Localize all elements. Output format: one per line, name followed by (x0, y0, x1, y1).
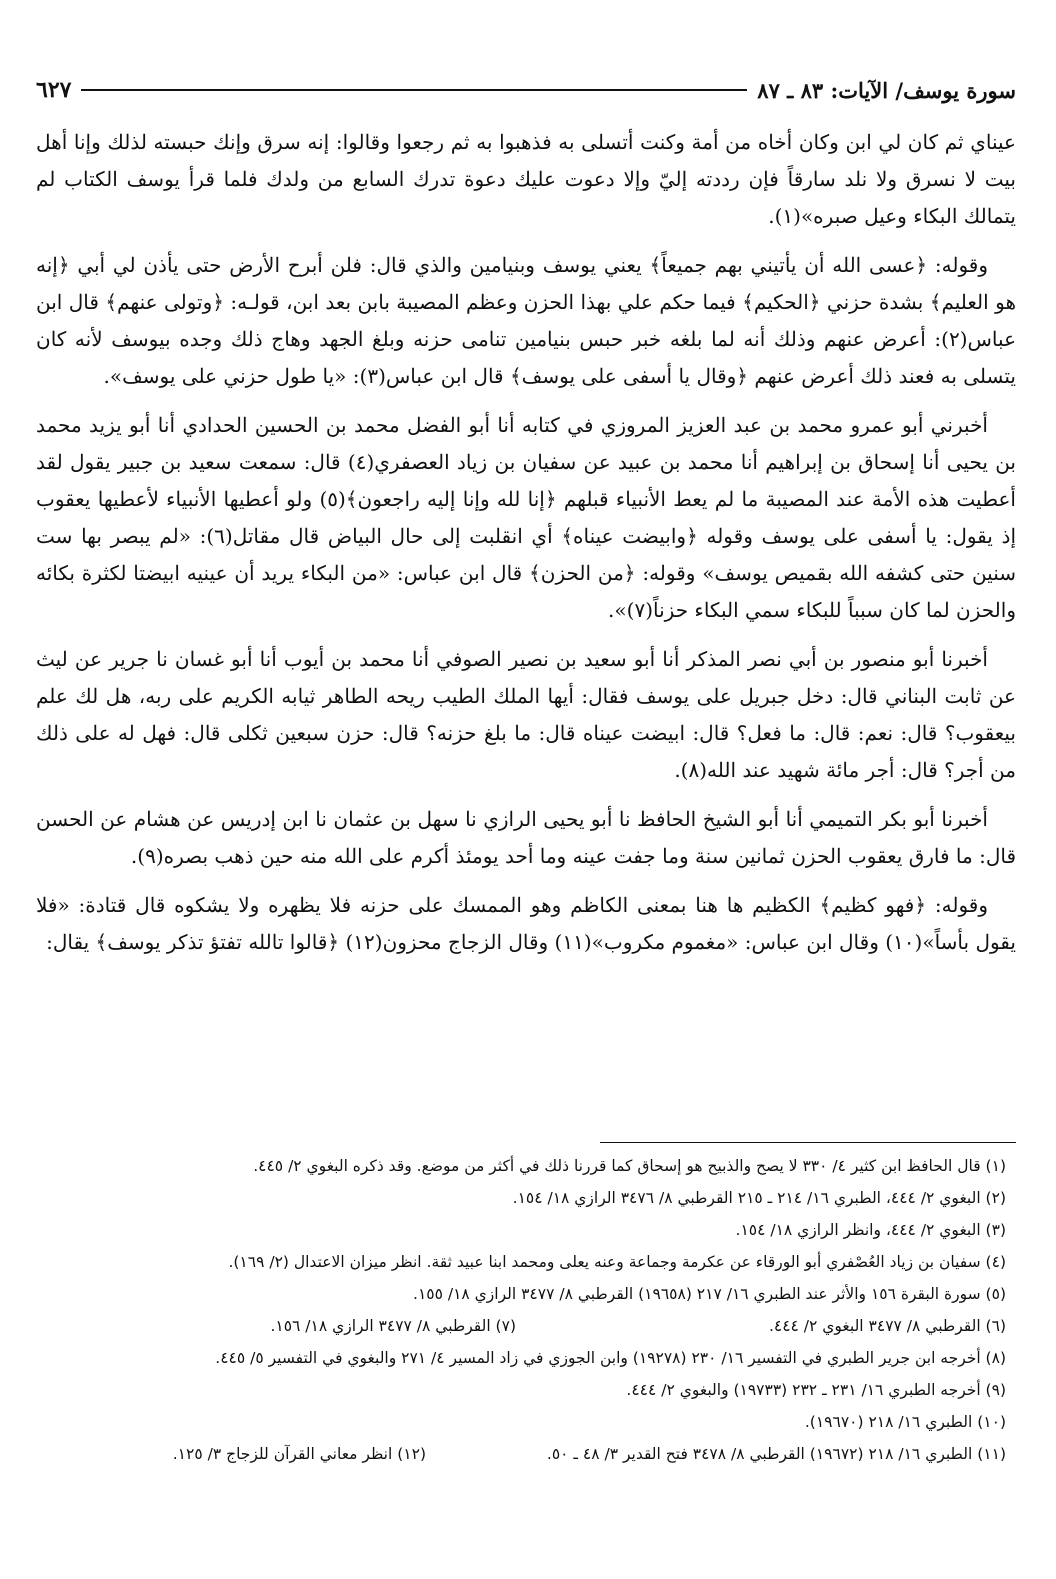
footnote-line (36, 1310, 1016, 1342)
footnote-line (36, 1438, 1016, 1470)
running-title: سورة يوسف/ الآيات: ٨٣ ـ ٨٧ (757, 77, 1016, 103)
paragraph: أخبرني أبو عمرو محمد بن عبد العزيز المروزي في كتابه أنا أبو الفضل محمد بن الحسين الحدادي أنا أبو يزيد محمد بن يحيى أنا إسحاق بن إبراهيم أنا محمد بن عبيد عن سفيان بن زياد العصفري(٤) قال: سمعت سعيد بن جبير يقول لقد أعطيت هذه الأمة عند المصيبة ما لم يعط الأنبياء قبلهم ﴿إنا لله وإنا إليه راجعون﴾(٥) ولو أعطيها الأنبياء لأعطيها يعقوب إذ يقول: يا أسفى على يوسف وقوله ﴿وابيضت عيناه﴾ أي انقلبت إلى حال البياض قال مقاتل(٦): «لم يبصر بها ست سنين حتى كشفه الله بقميص يوسف» وقوله: ﴿من الحزن﴾ قال ابن عباس: «من البكاء يريد أن عينيه ابيضتا لكثرة بكائه والحزن لما كان سبباً للبكاء سمي البكاء حزناً(٧)». (36, 413, 1017, 622)
footnote-line (36, 1246, 1016, 1278)
footnote-line (36, 1214, 1016, 1246)
footnote: (٨) أخرجه ابن جرير الطبري في التفسير ١٦/ ٢٣٠ (١٩٢٧٨) وابن الجوزي في زاد المسير ٤/ ٢٧١ والبغوي في التفسير ٥/ ٤٤٥. (215, 1349, 1006, 1367)
footnote-rule (600, 1142, 1016, 1143)
footnote: (١١) الطبري ١٦/ ٢١٨ (١٩٦٧٢) القرطبي ٨/ ٣٤٧٨ فتح القدير ٣/ ٤٨ ـ ٥٠. (546, 1445, 1006, 1463)
footnote-line (36, 1150, 1016, 1182)
page-number: ٦٢٧ (36, 77, 72, 103)
paragraph: أخبرنا أبو بكر التميمي أنا أبو الشيخ الحافظ نا أبو يحيى الرازي نا سهل بن عثمان نا ابن إدريس عن هشام عن الحسن قال: ما فارق يعقوب الحزن ثمانين سنة وما جفت عينه وما أحد يومئذ أكرم على الله منه حين ذهب بصره(٩). (36, 807, 1016, 868)
footnote: (٦) القرطبي ٨/ ٣٤٧٧ البغوي ٢/ ٤٤٤. (768, 1317, 1006, 1335)
footnote: (٣) البغوي ٢/ ٤٤٤، وانظر الرازي ١٨/ ١٥٤. (735, 1221, 1006, 1239)
header-rule (81, 89, 747, 91)
footnote-line (36, 1182, 1016, 1214)
footnote-line (36, 1342, 1016, 1374)
footnote: (١) قال الحافظ ابن كثير ٤/ ٣٣٠ لا يصح والذبيح هو إسحاق كما قررنا ذلك في أكثر من موضع. وقد ذكره البغوي ٢/ ٤٤٥. (253, 1157, 1006, 1175)
footnote: (٥) سورة البقرة ١٥٦ والأثر عند الطبري ١٦/ ٢١٧ (١٩٦٥٨) القرطبي ٨/ ٣٤٧٧ الرازي ١٨/ ١٥٥. (413, 1285, 1006, 1303)
footnotes (36, 1150, 1016, 1470)
paragraph: عيناي ثم كان لي ابن وكان أخاه من أمة وكنت أتسلى به فذهبوا به ثم رجعوا وقالوا: إنه سرق وإنك حبسته لذلك وإنا أهل بيت لا نسرق ولا نلد سارقاً فإن رددته إليّ وإلا دعوت عليك دعوة تدرك السابع من ولدك فلما قرأ يوسف الكتاب لم يتمالك البكاء وعيل صبره»(١). (36, 130, 1016, 228)
paragraph: وقوله: ﴿فهو كظيم﴾ الكظيم ها هنا بمعنى الكاظم وهو الممسك على حزنه فلا يظهره ولا يشكوه قال قتادة: «فلا يقول بأساً»(١٠) وقال ابن عباس: «مغموم مكروب»(١١) وقال الزجاج محزون(١٢) ﴿قالوا تالله تفتؤ تذكر يوسف﴾ يقال: (36, 893, 1016, 954)
main-text (36, 124, 1016, 973)
footnote-line (36, 1406, 1016, 1438)
footnote-line (36, 1278, 1016, 1310)
footnote: (٩) أخرجه الطبري ١٦/ ٢٣١ ـ ٢٣٢ (١٩٧٣٣) والبغوي ٢/ ٤٤٤. (626, 1381, 1006, 1399)
paragraph: أخبرنا أبو منصور بن أبي نصر المذكر أنا أبو سعيد بن نصير الصوفي أنا محمد بن أيوب أنا أبو غسان نا جرير عن ليث عن ثابت البناني قال: دخل جبريل على يوسف فقال: أيها الملك الطيب ريحه الطاهر ثيابه الكريم على ربه، هل لك علم بيعقوب؟ قال: نعم: قال: ما فعل؟ قال: ابيضت عيناه قال: ما بلغ حزنه؟ قال: حزن سبعين ثكلى قال: فهل له على ذلك من أجر؟ قال: أجر مائة شهيد عند الله(٨). (36, 647, 1016, 782)
footnote: (٤) سفيان بن زياد العُصْفري أبو الورقاء عن عكرمة وجماعة وعنه يعلى ومحمد ابنا عبيد ثقة. انظر ميزان الاعتدال (٢/ ١٦٩). (228, 1253, 1006, 1271)
footnote-line (36, 1374, 1016, 1406)
page-header (36, 70, 1016, 110)
footnote: (١٢) انظر معاني القرآن للزجاج ٣/ ١٢٥. (172, 1445, 426, 1463)
footnote: (٢) البغوي ٢/ ٤٤٤، الطبري ١٦/ ٢١٤ ـ ٢١٥ القرطبي ٨/ ٣٤٧٦ الرازي ١٨/ ١٥٤. (512, 1189, 1006, 1207)
paragraph: وقوله: ﴿عسى الله أن يأتيني بهم جميعاً﴾ يعني يوسف وبنيامين والذي قال: فلن أبرح الأرض حتى يأذن لي أبي ﴿إنه هو العليم﴾ بشدة حزني ﴿الحكيم﴾ فيما حكم علي بهذا الحزن وعظم المصيبة بابن بعد ابن، قولـه: ﴿وتولى عنهم﴾ قال ابن عباس(٢): أعرض عنهم وذلك أنه لما بلغه خبر حبس بنيامين تنامى حزنه وبلغ الجهد وهاج ذلك وجده بيوسف لأنه كان يتسلى به فعند ذلك أعرض عنهم ﴿وقال يا أسفى على يوسف﴾ قال ابن عباس(٣): «يا طول حزني على يوسف». (36, 253, 1016, 388)
footnote: (٧) القرطبي ٨/ ٣٤٧٧ الرازي ١٨/ ١٥٦. (270, 1317, 516, 1335)
footnote: (١٠) الطبري ١٦/ ٢١٨ (١٩٦٧٠). (804, 1413, 1006, 1431)
